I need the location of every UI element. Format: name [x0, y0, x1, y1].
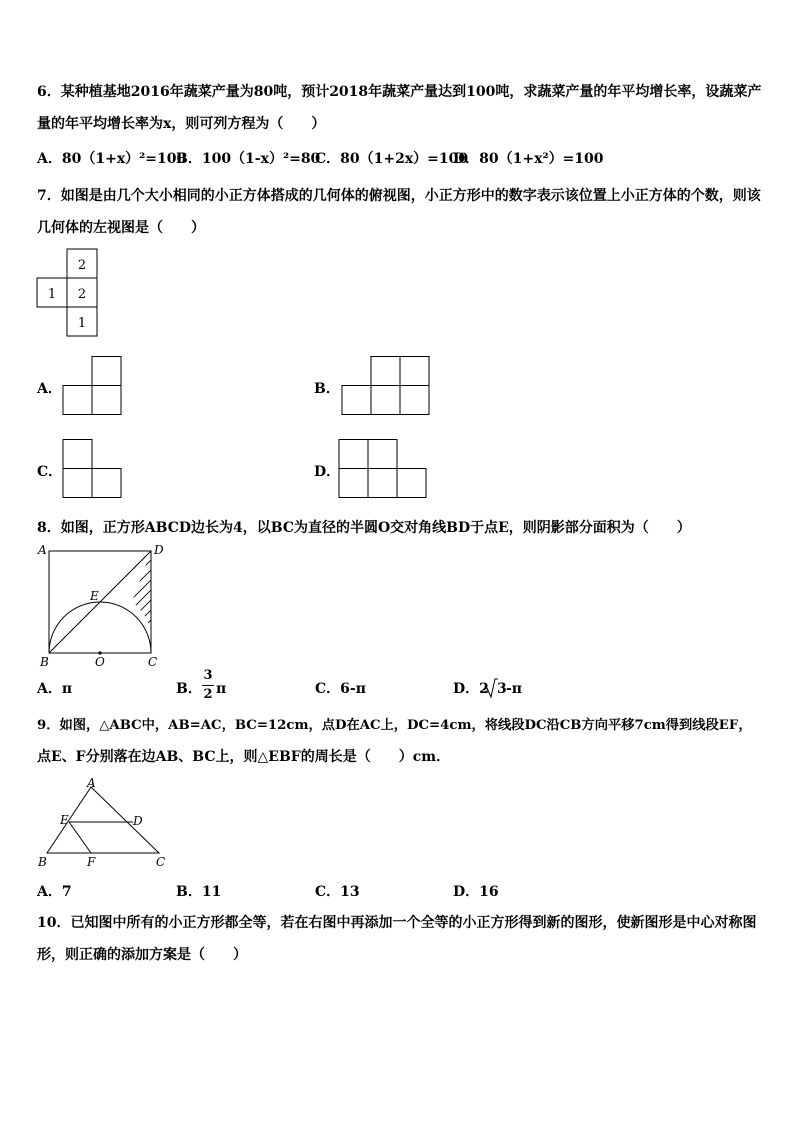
- q10-stem-line1: 10．已知图中所有的小正方形都全等，若在右图中再添加一个全等的小正方形得到新的图形，使新图形是中心对称图: [37, 915, 757, 931]
- q8-option-b-denominator: 2: [203, 687, 213, 702]
- vertex-label-a: A: [87, 776, 96, 790]
- fraction-bar: [202, 685, 214, 686]
- q7-option-d-label: D．: [314, 464, 341, 480]
- q8-option-b-suffix: π: [216, 681, 227, 697]
- grid-number: 2: [77, 258, 87, 273]
- vertex-label-a: A: [38, 543, 47, 557]
- grid-number: 1: [77, 316, 87, 331]
- q8-option-d-radicand: 3: [497, 681, 507, 697]
- q8-square-semicircle-figure: [34, 540, 170, 672]
- q8-option-d-suffix: -π: [506, 681, 523, 697]
- q8-option-b-prefix: B．: [176, 681, 202, 697]
- q9-triangle-figure: [34, 776, 170, 872]
- q9-stem-line2: 点E、F分别落在边AB、BC上，则△EBF的周长是（ ）cm．: [37, 749, 451, 765]
- point-label-d: D: [133, 814, 143, 828]
- vertex-label-b: B: [38, 855, 47, 869]
- q8-stem-line1: 8．如图，正方形ABCD边长为4，以BC为直径的半圆O交对角线BD于点E，则阴影部分面积为（ ）: [37, 520, 691, 536]
- q6-option-b: B．100（1-x）²=80: [176, 151, 321, 167]
- q8-option-a: A．π: [37, 681, 73, 697]
- point-label-f: F: [87, 855, 96, 869]
- q7-stem-line1: 7．如图是由几个大小相同的小正方体搭成的几何体的俯视图，小正方形中的数字表示该位置上小正方体的个数，则该: [37, 188, 761, 204]
- q7-option-a-figure: [62, 356, 124, 418]
- point-label-o: O: [95, 655, 105, 669]
- q7-top-view-grid: [36, 248, 100, 340]
- q9-option-b: B．11: [176, 884, 222, 900]
- vertex-label-c: C: [156, 855, 166, 869]
- q7-option-a-label: A．: [37, 381, 62, 397]
- q7-option-c-label: C．: [37, 464, 63, 480]
- q6-option-a: A．80（1+x）²=100: [37, 151, 187, 167]
- vertex-label-b: B: [40, 655, 49, 669]
- q7-option-b-figure: [341, 356, 433, 418]
- q6-stem-line2: 量的年平均增长率为x，则可列方程为（ ）: [37, 116, 326, 132]
- q7-option-b-label: B．: [314, 381, 340, 397]
- q9-option-a: A．7: [37, 884, 72, 900]
- grid-number: 1: [47, 287, 57, 302]
- point-label-e: E: [60, 813, 69, 827]
- q9-option-d: D．16: [453, 884, 499, 900]
- q9-option-c: C．13: [315, 884, 360, 900]
- q6-stem-line1: 6．某种植基地2016年蔬菜产量为80吨，预计2018年蔬菜产量达到100吨，求蔬菜产量的年平均增长率，设蔬菜产: [37, 84, 762, 100]
- q7-option-c-figure: [62, 439, 124, 501]
- q6-option-d: D．80（1+x²）=100: [453, 151, 604, 167]
- q9-stem-line1: 9．如图，△ABC中，AB=AC，BC=12cm，点D在AC上，DC=4cm，将线段DC沿CB方向平移7cm得到线段EF，: [37, 718, 752, 733]
- grid-number: 2: [77, 287, 87, 302]
- q7-option-d-figure: [338, 439, 430, 501]
- q7-stem-line2: 几何体的左视图是（ ）: [37, 220, 205, 236]
- vertex-label-c: C: [148, 655, 158, 669]
- vertex-label-d: D: [154, 543, 164, 557]
- q10-stem-line2: 形，则正确的添加方案是（ ）: [37, 947, 247, 963]
- q6-option-c: C．80（1+2x）=100: [315, 151, 469, 167]
- q8-option-b-numerator: 3: [203, 668, 213, 683]
- point-label-e: E: [90, 589, 99, 603]
- q8-option-c: C．6-π: [315, 681, 366, 697]
- sqrt-icon: [484, 677, 498, 699]
- q8-option-d-prefix: D．2: [453, 681, 489, 697]
